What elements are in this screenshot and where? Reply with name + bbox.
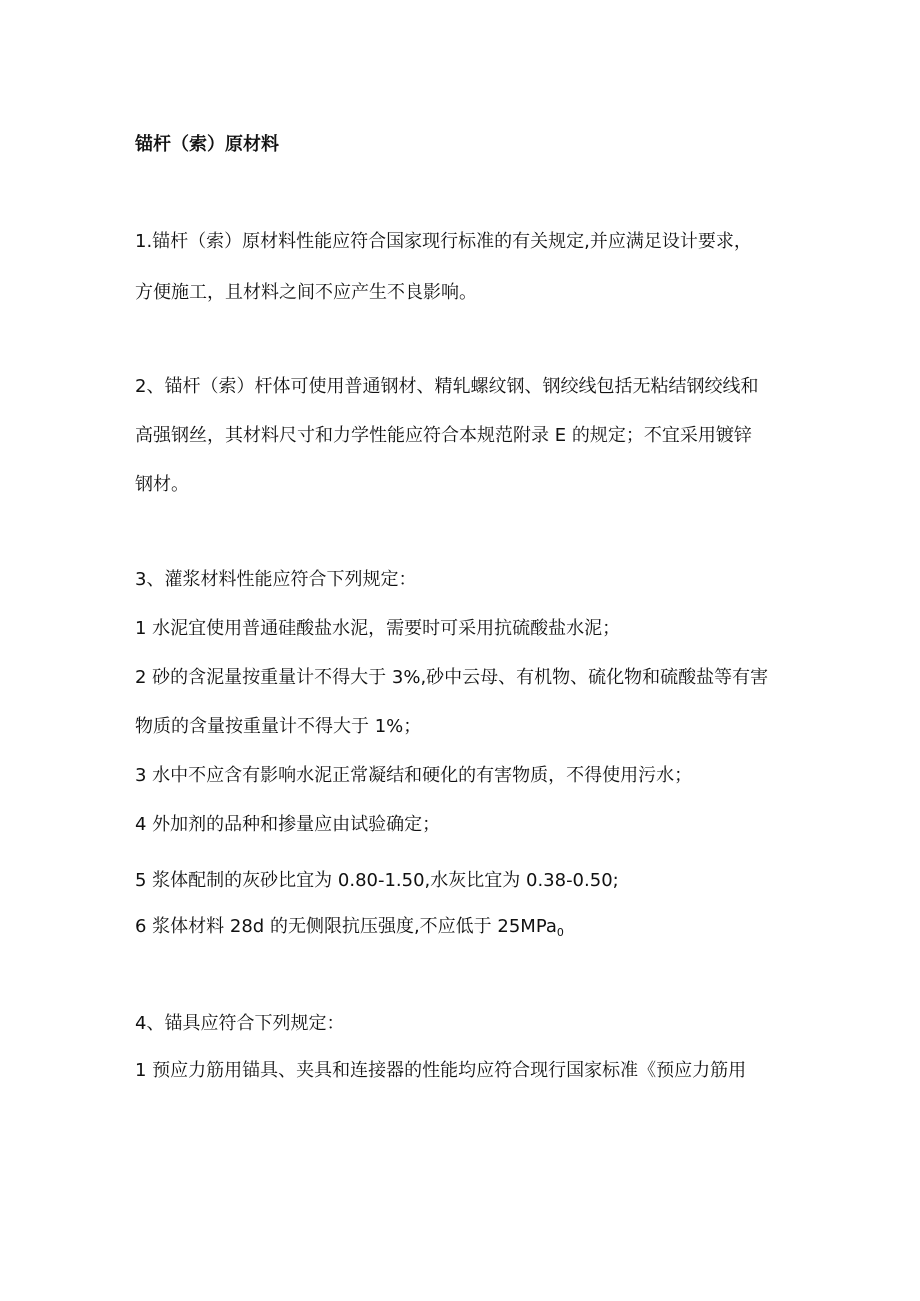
section3-item1: 1 水泥宜使用普通硅酸盐水泥，需要时可采用抗硫酸盐水泥； bbox=[135, 618, 621, 639]
section3-item6-subscript: 0 bbox=[556, 926, 564, 939]
section2-line2: 高强钢丝，其材料尺寸和力学性能应符合本规范附录 E 的规定；不宜采用镀锌 bbox=[135, 425, 752, 446]
section1-line2: 方便施工，且材料之间不应产生不良影响。 bbox=[135, 282, 477, 303]
section1-line1: 1.锚杆（索）原材料性能应符合国家现行标准的有关规定,并应满足设计要求， bbox=[135, 231, 752, 252]
section3-heading: 3、灌浆材料性能应符合下列规定： bbox=[135, 569, 417, 590]
section3-item6 bbox=[135, 914, 795, 946]
section3-item2-line2: 物质的含量按重量计不得大于 1%； bbox=[135, 716, 422, 737]
section3-item2-line1: 2 砂的含泥量按重量计不得大于 3%,砂中云母、有机物、硫化物和硫酸盐等有害 bbox=[135, 667, 769, 688]
document-title: 锚杆（索）原材料 bbox=[135, 134, 279, 155]
section4-heading: 4、锚具应符合下列规定： bbox=[135, 1013, 345, 1034]
section3-item6-text: 6 浆体材料 28d 的无侧限抗压强度,不应低于 25MPa bbox=[135, 916, 557, 937]
section3-item4: 4 外加剂的品种和掺量应由试验确定； bbox=[135, 814, 441, 835]
section2-line3: 钢材。 bbox=[135, 474, 189, 495]
section3-item5: 5 浆体配制的灰砂比宜为 0.80-1.50,水灰比宜为 0.38-0.50; bbox=[135, 870, 619, 891]
section2-line1: 2、锚杆（索）杆体可使用普通钢材、精轧螺纹钢、钢绞线包括无粘结钢绞线和 bbox=[135, 376, 759, 397]
section3-item3: 3 水中不应含有影响水泥正常凝结和硬化的有害物质，不得使用污水； bbox=[135, 765, 693, 786]
section4-item1: 1 预应力筋用锚具、夹具和连接器的性能均应符合现行国家标准《预应力筋用 bbox=[135, 1060, 747, 1081]
